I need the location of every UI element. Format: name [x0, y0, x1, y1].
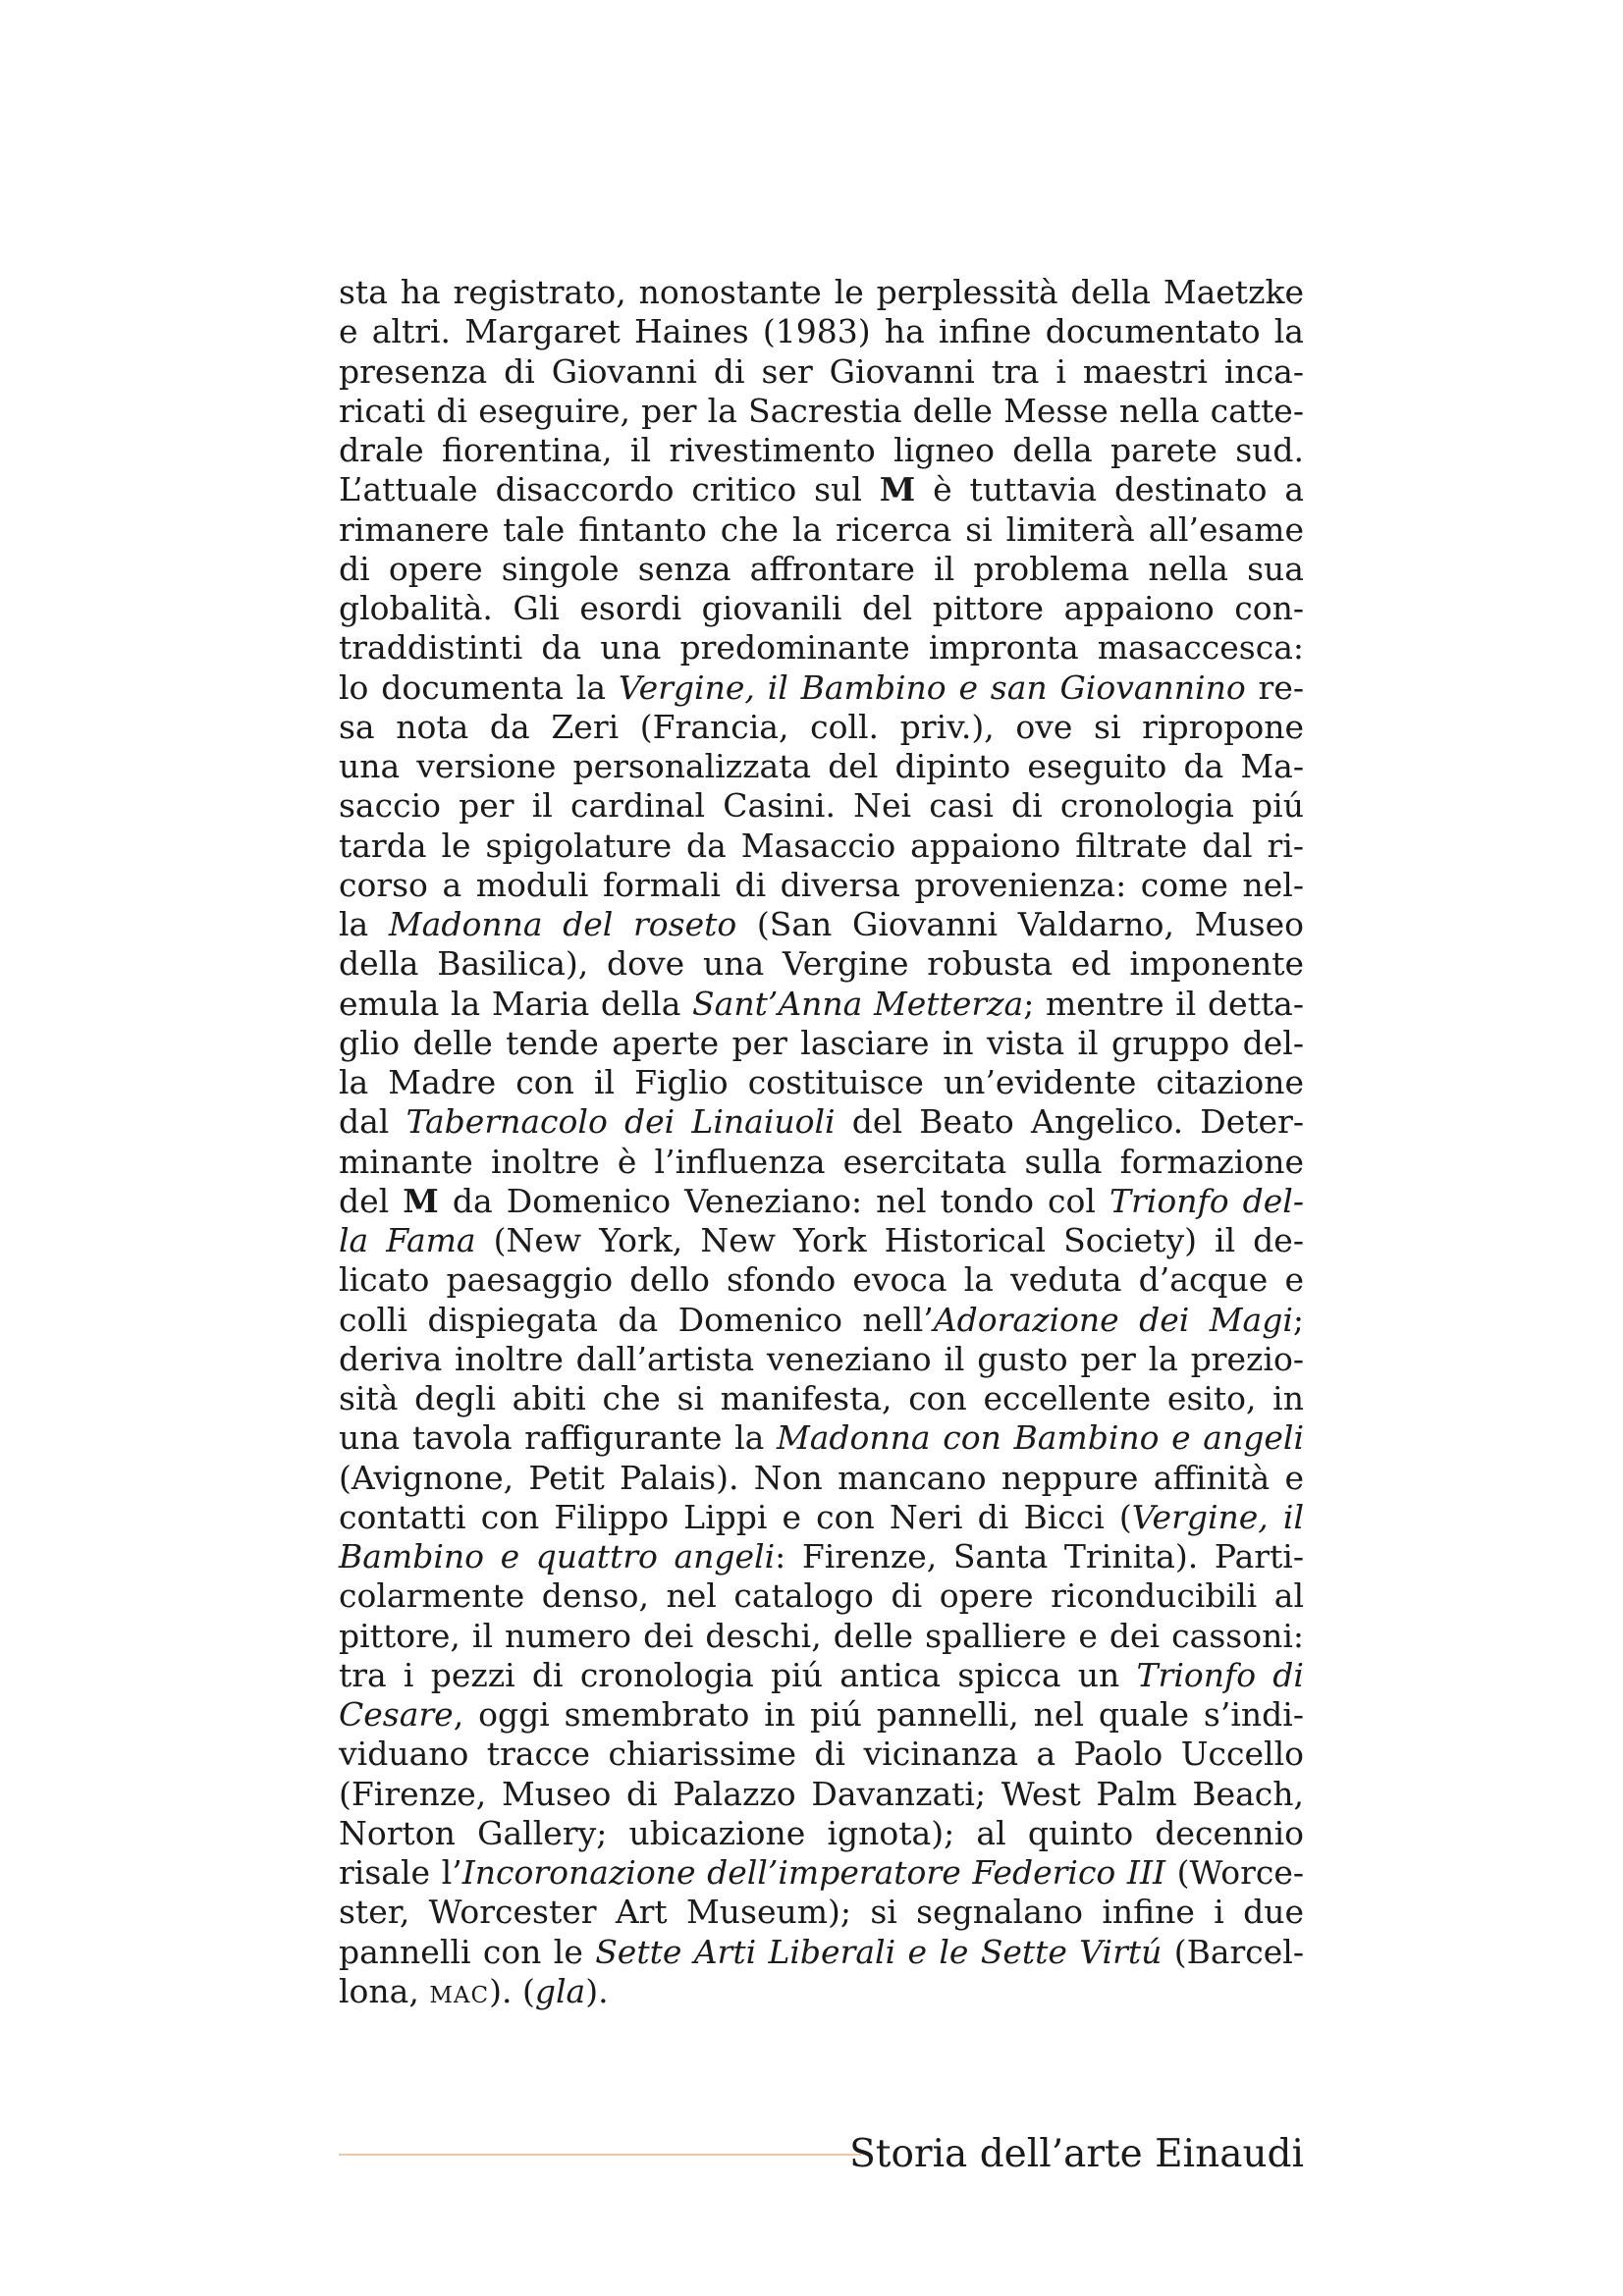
- text-segment: licato paesaggio dello sfondo evoca la veduta d’acque e: [339, 1260, 1304, 1300]
- text-line: [339, 1576, 1304, 1616]
- text-segment: , oggi smembrato in piú pannelli, nel quale s’indi-: [453, 1695, 1304, 1734]
- text-line: [339, 1933, 1304, 1972]
- text-segment: pannelli con le: [339, 1932, 596, 1971]
- text-segment: (Barcel-: [1162, 1932, 1304, 1971]
- bold-abbrev: M: [403, 1181, 439, 1220]
- text-line: [339, 510, 1304, 550]
- text-segment: ).: [585, 1971, 609, 2010]
- text-line: [339, 1221, 1304, 1260]
- text-segment: ; mentre il detta-: [1023, 984, 1304, 1023]
- italic-title: Trionfo del-: [1109, 1181, 1304, 1220]
- text-line: [339, 1853, 1304, 1893]
- text-segment: sa nota da Zeri (Francia, coll. priv.), ove si ripropone: [339, 707, 1304, 746]
- italic-title: Incoronazione dell’imperatore Federico III: [461, 1853, 1166, 1892]
- text-line: [339, 1814, 1304, 1853]
- italic-title: Madonna con Bambino e angeli: [776, 1418, 1304, 1458]
- text-line: [339, 352, 1304, 392]
- italic-title: gla: [534, 1971, 586, 2010]
- text-segment: ). (: [489, 1971, 535, 2010]
- text-segment: corso a moduli formali di diversa provenienza: come nel-: [339, 865, 1304, 904]
- text-line: [339, 866, 1304, 905]
- text-segment: tra i pezzi di cronologia piú antica spicca un: [339, 1655, 1137, 1694]
- italic-title: la Fama: [339, 1221, 476, 1259]
- text-segment: della Basilica), dove una Vergine robusta ed imponente: [339, 944, 1304, 984]
- text-segment: presenza di Giovanni di ser Giovanni tra i maestri inca-: [339, 351, 1304, 391]
- text-segment: la: [339, 905, 389, 943]
- text-segment: una versione personalizzata del dipinto eseguito da Ma-: [339, 747, 1304, 785]
- text-line: [339, 1617, 1304, 1656]
- text-line: [339, 1024, 1304, 1063]
- text-line: [339, 1063, 1304, 1102]
- footer-rule: [339, 2154, 861, 2156]
- text-line: [339, 708, 1304, 747]
- text-segment: viduano tracce chiarissime di vicinanza a Paolo Uccello: [339, 1735, 1304, 1774]
- text-line: [339, 1182, 1304, 1221]
- italic-title: Sette Arti Liberali e le Sette Virtú: [595, 1932, 1163, 1971]
- text-segment: contatti con Filippo Lippi e con Neri di Bicci (: [339, 1497, 1132, 1536]
- text-segment: una tavola raffigurante la: [339, 1418, 777, 1458]
- text-line: [339, 1418, 1304, 1458]
- text-segment: globalità. Gli esordi giovanili del pittore appaiono con-: [339, 589, 1304, 627]
- text-segment: ;: [1292, 1300, 1305, 1339]
- text-segment: (Avignone, Petit Palais). Non mancano neppure affinità e: [339, 1458, 1304, 1497]
- text-segment: dal: [339, 1102, 406, 1142]
- text-segment: tarda le spigolature da Masaccio appaiono filtrate dal ri-: [339, 826, 1304, 865]
- text-line: [339, 1537, 1304, 1576]
- text-segment: risale l’: [339, 1853, 462, 1892]
- text-segment: è tuttavia destinato a: [915, 470, 1304, 509]
- text-line: [339, 628, 1304, 667]
- text-line: [339, 1143, 1304, 1182]
- text-line: [339, 786, 1304, 826]
- italic-title: Tabernacolo dei Linaiuoli: [406, 1102, 836, 1142]
- text-segment: glio delle tende aperte per lasciare in vista il gruppo del-: [339, 1023, 1304, 1062]
- text-line: [339, 1260, 1304, 1300]
- text-segment: emula la Maria della: [339, 984, 693, 1023]
- text-segment: (Worce-: [1165, 1853, 1305, 1892]
- text-line: [339, 1656, 1304, 1695]
- text-line: [339, 273, 1304, 312]
- text-line: [339, 312, 1304, 351]
- text-line: [339, 944, 1304, 984]
- body-text: [339, 273, 1304, 2011]
- text-line: [339, 668, 1304, 708]
- text-segment: drale fiorentina, il rivestimento ligneo della parete sud.: [339, 431, 1304, 469]
- text-segment: ster, Worcester Art Museum); si segnalano infine i due: [339, 1893, 1304, 1932]
- text-segment: saccio per il cardinal Casini. Nei casi di cronologia piú: [339, 786, 1304, 826]
- text-segment: L’attuale disaccordo critico sul: [339, 470, 880, 509]
- italic-title: Bambino e quattro angeli: [339, 1537, 776, 1575]
- text-segment: (San Giovanni Valdarno, Museo: [736, 905, 1304, 943]
- text-segment: da Domenico Veneziano: nel tondo col: [438, 1181, 1110, 1220]
- text-line: [339, 747, 1304, 786]
- text-line: [339, 470, 1304, 509]
- italic-title: Vergine, il: [1131, 1497, 1304, 1536]
- italic-title: Sant’Anna Metterza: [692, 984, 1024, 1023]
- text-line: [339, 431, 1304, 470]
- text-segment: ricati di eseguire, per la Sacrestia delle Messe nella catte-: [339, 391, 1304, 430]
- text-segment: del: [339, 1181, 404, 1220]
- text-line: [339, 392, 1304, 431]
- text-line: [339, 1102, 1304, 1142]
- text-line: [339, 985, 1304, 1024]
- text-segment: (New York, New York Historical Society) il de-: [475, 1221, 1304, 1259]
- italic-title: Vergine, il Bambino e san Giovannino: [618, 667, 1246, 707]
- text-segment: colli dispiegata da Domenico nell’: [339, 1300, 934, 1339]
- text-segment: sta ha registrato, nonostante le perplessità della Maetzke: [339, 273, 1304, 311]
- smallcaps-abbrev: mac: [429, 1971, 490, 2010]
- text-line: [339, 1735, 1304, 1774]
- italic-title: Cesare: [339, 1695, 454, 1734]
- text-line: [339, 1301, 1304, 1340]
- text-segment: : Firenze, Santa Trinita). Parti-: [775, 1537, 1304, 1575]
- text-line: [339, 827, 1304, 866]
- text-segment: la Madre con il Figlio costituisce un’evidente citazione: [339, 1063, 1304, 1101]
- text-segment: rimanere tale fintanto che la ricerca si limiterà all’esame: [339, 509, 1304, 549]
- text-segment: lona,: [339, 1971, 430, 2010]
- bold-abbrev: M: [879, 470, 916, 509]
- text-segment: del Beato Angelico. Deter-: [835, 1102, 1305, 1142]
- text-segment: pittore, il numero dei deschi, delle spalliere e dei cassoni:: [339, 1616, 1304, 1655]
- text-line: [339, 1340, 1304, 1379]
- text-segment: colarmente denso, nel catalogo di opere riconducibili al: [339, 1576, 1304, 1616]
- italic-title: Madonna del roseto: [388, 905, 737, 943]
- text-line: [339, 1893, 1304, 1932]
- text-segment: sità degli abiti che si manifesta, con eccellente esito, in: [339, 1379, 1304, 1417]
- text-line: [339, 1498, 1304, 1537]
- footer-title: Storia dell’arte Einaudi: [849, 2132, 1304, 2176]
- italic-title: Adorazione dei Magi: [933, 1300, 1293, 1339]
- text-line: [339, 1379, 1304, 1418]
- text-line: [339, 1459, 1304, 1498]
- text-segment: deriva inoltre dall’artista veneziano il gusto per la prezio-: [339, 1339, 1304, 1378]
- italic-title: Trionfo di: [1136, 1655, 1304, 1694]
- text-segment: e altri. Margaret Haines (1983) ha infine documentato la: [339, 312, 1304, 351]
- text-line: [339, 905, 1304, 944]
- text-segment: Norton Gallery; ubicazione ignota); al quinto decennio: [339, 1813, 1304, 1852]
- text-segment: (Firenze, Museo di Palazzo Davanzati; West Palm Beach,: [339, 1774, 1304, 1813]
- text-line: [339, 1972, 1304, 2011]
- text-segment: minante inoltre è l’influenza esercitata sulla formazione: [339, 1142, 1304, 1181]
- page-footer: [339, 2130, 1304, 2179]
- text-segment: lo documenta la: [339, 667, 619, 707]
- text-segment: di opere singole senza affrontare il problema nella sua: [339, 549, 1304, 588]
- text-line: [339, 550, 1304, 589]
- text-line: [339, 1695, 1304, 1735]
- text-segment: re-: [1245, 667, 1304, 707]
- text-segment: traddistinti da una predominante impronta masaccesca:: [339, 628, 1304, 667]
- text-line: [339, 1775, 1304, 1814]
- text-line: [339, 589, 1304, 628]
